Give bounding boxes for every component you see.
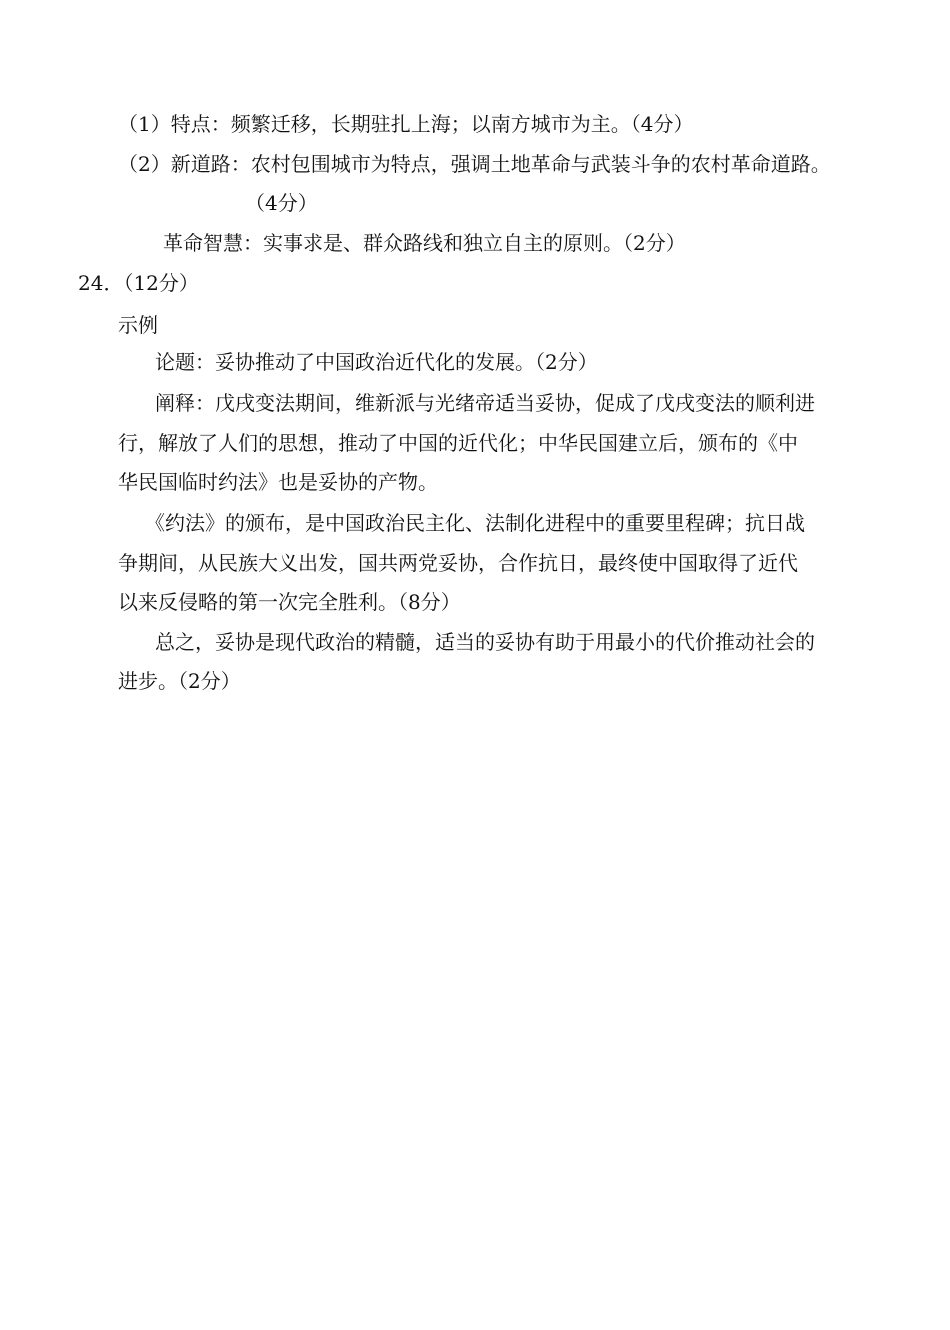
q23-wisdom: 革命智慧：实事求是、群众路线和独立自主的原则。（2分） — [163, 231, 686, 255]
q24-para1-line1: 阐释：戊戌变法期间，维新派与光绪帝适当妥协，促成了戊戌变法的顺利进 — [155, 391, 815, 415]
q24-para3-line2: 进步。（2分） — [118, 669, 241, 693]
q24-para3-line1: 总之，妥协是现代政治的精髓，适当的妥协有助于用最小的代价推动社会的 — [155, 630, 815, 654]
q24-example-label: 示例 — [118, 313, 158, 337]
q24-para2-line1: 《约法》的颁布，是中国政治民主化、法制化进程中的重要里程碑；抗日战 — [145, 511, 805, 535]
q23-part2-score: （4分） — [245, 191, 318, 215]
q24-para1-line2: 行，解放了人们的思想，推动了中国的近代化；中华民国建立后，颁布的《中 — [118, 431, 798, 455]
q24-thesis: 论题：妥协推动了中国政治近代化的发展。（2分） — [155, 350, 598, 374]
q24-para1-line3: 华民国临时约法》也是妥协的产物。 — [118, 470, 438, 494]
q24-heading: 24．（12分） — [78, 271, 199, 295]
q24-para2-line2: 争期间，从民族大义出发，国共两党妥协，合作抗日，最终使中国取得了近代 — [118, 551, 798, 575]
q23-part2: （2）新道路：农村包围城市为特点，强调土地革命与武装斗争的农村革命道路。 — [118, 152, 831, 176]
q23-part1: （1）特点：频繁迁移，长期驻扎上海；以南方城市为主。（4分） — [118, 112, 694, 136]
q24-para2-line3: 以来反侵略的第一次完全胜利。（8分） — [118, 590, 461, 614]
